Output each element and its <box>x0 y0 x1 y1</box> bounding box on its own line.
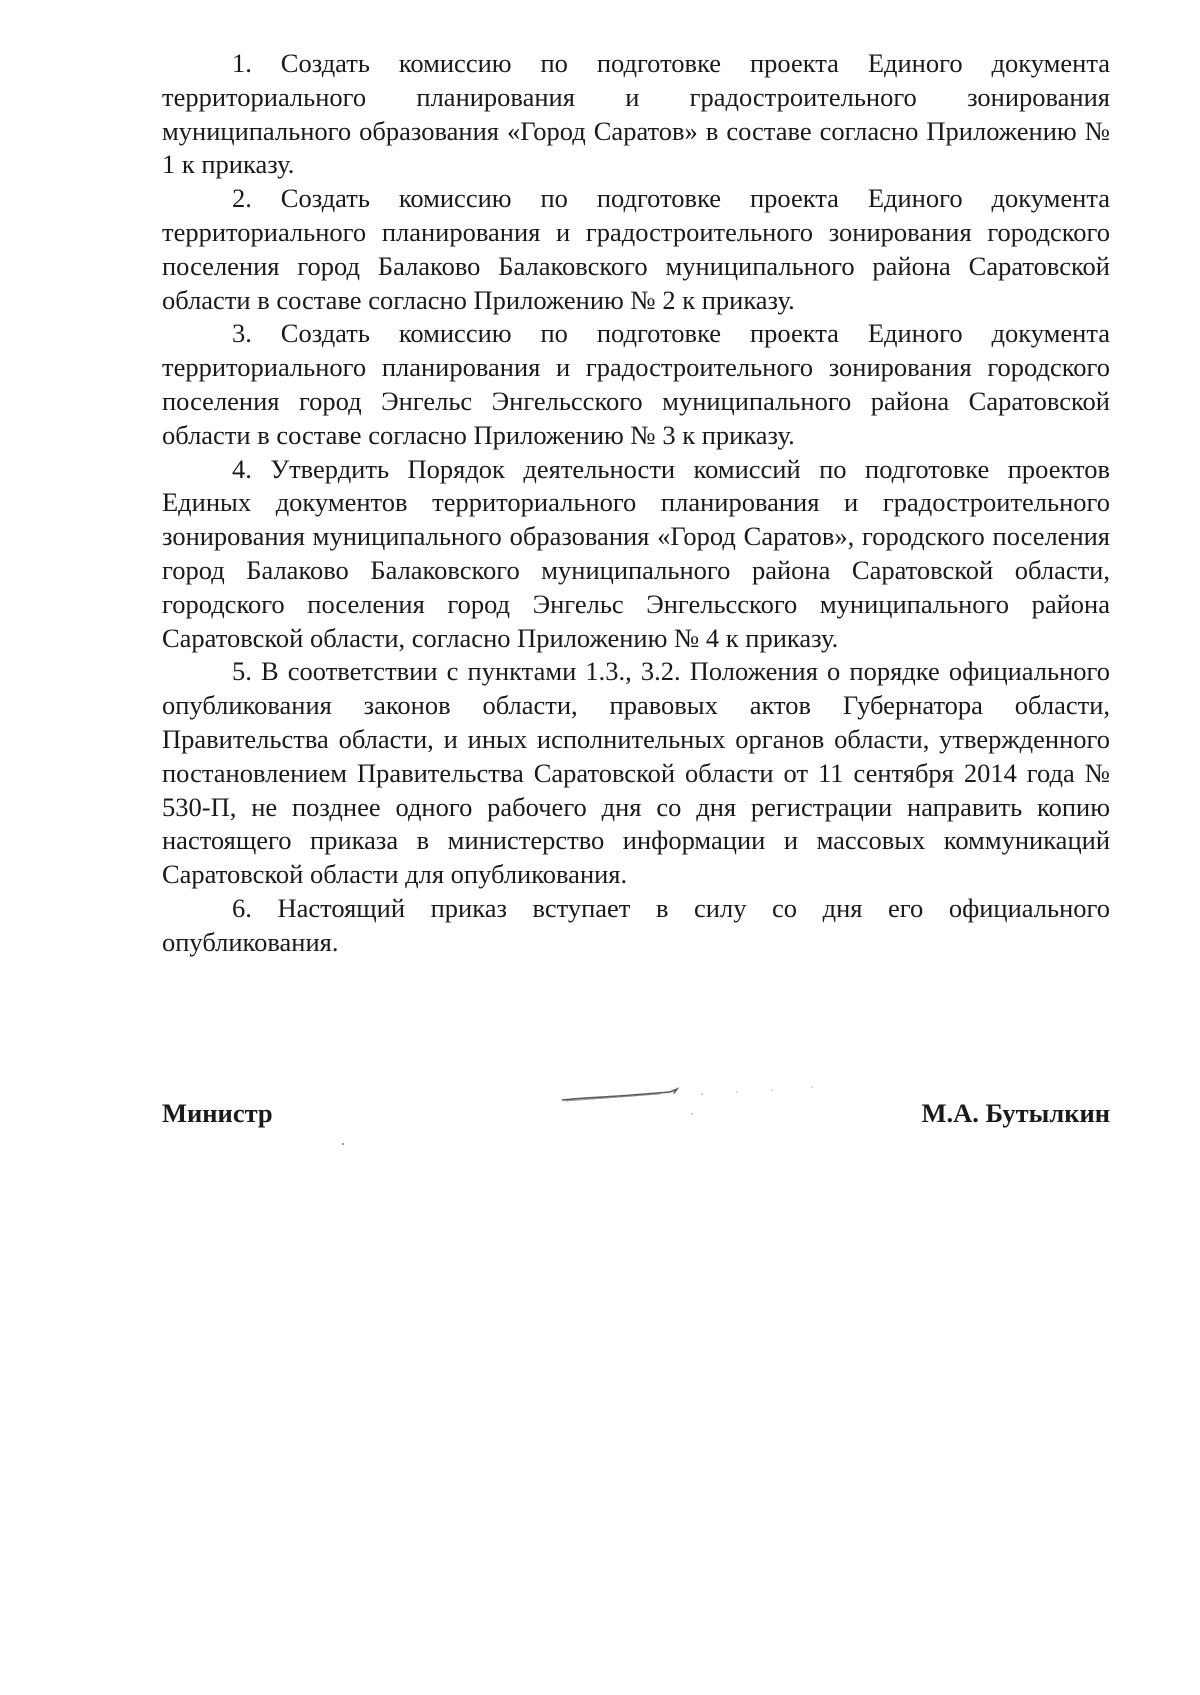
paragraph-item-4: 4. Утвердить Порядок деятельности комиссий по подготовке проектов Единых документов территориального планирования и градостроительного зонирования муниципального образования «Город Саратов», городского поселения город Балаково Балаковского муниципального района Саратовской области, городского поселения город Энгельс Энгельсского муниципального района Саратовской области, согласно Приложению № 4 к приказу. <box>162 453 1110 653</box>
paragraph-item-3: 3. Создать комиссию по подготовке проекта Единого документа территориального планирования и градостроительного зонирования городского поселения город Энгельс Энгельсского муниципального района Саратовской области в составе согласно Приложению № 3 к приказу. <box>162 318 1110 450</box>
signer-position: Министр <box>162 1098 273 1128</box>
order-body <box>162 47 1110 960</box>
paragraph-item-2: 2. Создать комиссию по подготовке проекта Единого документа территориального планирования и градостроительного зонирования городского поселения город Балаково Балаковского муниципального района Саратовской области в составе согласно Приложению № 2 к приказу. <box>162 183 1110 315</box>
paragraph-item-6: 6. Настоящий приказ вступает в силу со дня его официального опубликования. <box>162 892 1110 957</box>
signer-name: М.А. Бутылкин <box>921 1098 1110 1128</box>
paragraph-item-1: 1. Создать комиссию по подготовке проекта Единого документа территориального планирования и градостроительного зонирования муниципального образования «Город Саратов» в составе согласно Приложению № 1 к приказу. <box>162 48 1110 180</box>
handwritten-signature <box>562 1078 882 1118</box>
signature-block <box>162 1096 1110 1156</box>
paragraph-item-5: 5. В соответствии с пунктами 1.3., 3.2. Положения о порядке официального опубликования законов области, правовых актов Губернатора области, Правительства области, и иных исполнительных органов области, утвержденного постановлением Правительства Саратовской области от 11 сентября 2014 года № 530-П, не позднее одного рабочего дня со дня регистрации направить копию настоящего приказа в министерство информации и массовых коммуникаций Саратовской области для опубликования. <box>162 656 1110 890</box>
scan-speck <box>342 1143 344 1145</box>
